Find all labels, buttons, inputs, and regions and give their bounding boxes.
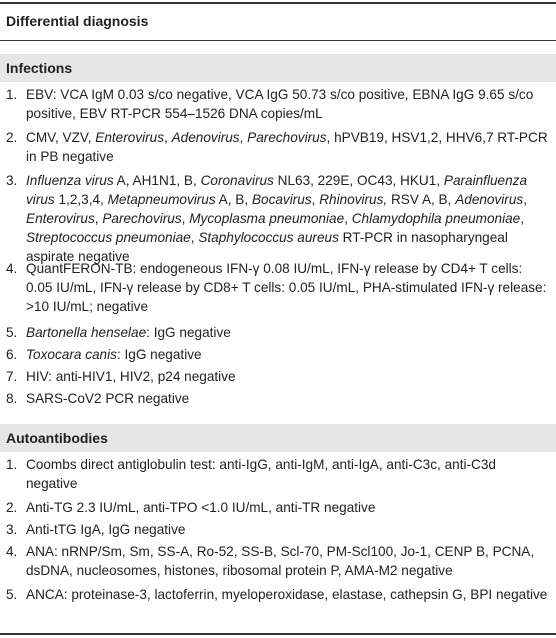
- item-number: 3.: [6, 173, 18, 188]
- list-item: [6, 389, 551, 408]
- top-rule: [0, 2, 556, 4]
- italic-term: Enterovirus: [95, 130, 165, 145]
- section-band-infections: [0, 54, 556, 82]
- text-segment: HIV: anti-HIV1, HIV2, p24 negative: [26, 369, 236, 384]
- text-segment: Coombs direct antiglobulin test: anti-IgG, anti-IgM, anti-IgA, anti-C3c, anti-C3d negative: [26, 457, 496, 491]
- item-number: 3.: [6, 522, 18, 537]
- text-segment: RSV A, B,: [387, 192, 456, 207]
- list-item: [6, 128, 551, 166]
- text-segment: : IgG negative: [116, 347, 202, 362]
- italic-term: Metapneumovirus: [107, 192, 216, 207]
- item-text: [26, 323, 551, 342]
- list-item: [6, 85, 551, 123]
- item-number: 2.: [6, 500, 18, 515]
- text-segment: ,: [523, 192, 527, 207]
- text-segment: , hPVB19, HSV1,2, HHV6,7 RT-PCR in PB negative: [26, 130, 548, 164]
- list-item: [6, 259, 551, 316]
- item-text: [26, 520, 551, 539]
- italic-term: Adenovirus: [455, 192, 524, 207]
- italic-term: Bocavirus: [251, 192, 312, 207]
- italic-term: Enterovirus: [26, 211, 95, 226]
- item-text: [26, 498, 551, 517]
- italic-term: Influenza virus: [26, 173, 114, 188]
- item-text: [26, 542, 551, 580]
- bottom-rule: [0, 633, 556, 635]
- italic-term: Rhinovirus,: [319, 192, 388, 207]
- item-number: 4.: [6, 261, 18, 276]
- item-number: 4.: [6, 544, 18, 559]
- item-text: [26, 259, 551, 316]
- item-number: 6.: [6, 347, 18, 362]
- item-text: [26, 585, 551, 604]
- italic-term: Mycoplasma pneumoniae: [189, 211, 345, 226]
- item-text: [26, 345, 551, 364]
- italic-term: Bartonella henselae: [26, 325, 147, 340]
- text-segment: ANA: nRNP/Sm, Sm, SS-A, Ro-52, SS-B, Scl-70, PM-Scl100, Jo-1, CENP B, PCNA, dsDNA, nucleosomes, histones, ribosomal protein P, AMA-M2 negative: [26, 544, 535, 578]
- italic-term: Parechovirus: [247, 130, 327, 145]
- text-segment: EBV: VCA IgM 0.03 s/co negative, VCA IgG 50.73 s/co positive, EBNA IgG 9.65 s/co positive, EBV RT-PCR 554–1526 DNA copies/mL: [26, 87, 534, 121]
- item-text: [26, 85, 551, 123]
- list-item: [6, 585, 551, 604]
- list-item: [6, 171, 551, 266]
- text-segment: QuantFERON-TB: endogeneous IFN-γ 0.08 IU/mL, IFN-γ release by CD4+ T cells: 0.05 IU/mL, IFN-γ release by CD8+ T cells: 0.05 IU/mL, PHA-stimulated IFN-γ release: >10 IU/mL; negative: [26, 261, 547, 314]
- list-item: [6, 345, 551, 364]
- text-segment: CMV, VZV,: [26, 130, 96, 145]
- text-segment: Anti-TG 2.3 IU/mL, anti-TPO <1.0 IU/mL, anti-TR negative: [26, 500, 376, 515]
- item-number: 5.: [6, 587, 18, 602]
- text-segment: ,: [190, 230, 199, 245]
- text-segment: ,: [344, 211, 352, 226]
- text-segment: ,: [181, 211, 190, 226]
- table-header: Differential diagnosis: [6, 13, 149, 29]
- item-number: 7.: [6, 369, 18, 384]
- item-text: [26, 455, 551, 493]
- italic-term: Coronavirus: [200, 173, 274, 188]
- item-number: 1.: [6, 457, 18, 472]
- item-number: 8.: [6, 391, 18, 406]
- text-segment: ,: [239, 130, 248, 145]
- list-item: [6, 323, 551, 342]
- item-text: [26, 389, 551, 408]
- item-text: [26, 367, 551, 386]
- list-item: [6, 520, 551, 539]
- text-segment: ANCA: proteinase-3, lactoferrin, myeloperoxidase, elastase, cathepsin G, BPI negative: [26, 587, 548, 602]
- italic-term: Adenovirus: [171, 130, 240, 145]
- section-label-autoantibodies: Autoantibodies: [6, 430, 108, 446]
- text-segment: A, B,: [215, 192, 252, 207]
- italic-term: Streptococcus pneumoniae: [26, 230, 191, 245]
- section-label-infections: Infections: [6, 60, 73, 76]
- list-item: [6, 498, 551, 517]
- text-segment: RT-PCR in nasopharyngeal aspirate negative: [26, 230, 508, 264]
- list-item: [6, 367, 551, 386]
- list-item: [6, 455, 551, 493]
- italic-term: Parechovirus: [102, 211, 182, 226]
- text-segment: ,: [311, 192, 320, 207]
- italic-term: Staphylococcus aureus: [198, 230, 339, 245]
- text-segment: ,: [164, 130, 172, 145]
- list-item: [6, 542, 551, 580]
- text-segment: SARS-CoV2 PCR negative: [26, 391, 190, 406]
- item-number: 2.: [6, 130, 18, 145]
- item-number: 5.: [6, 325, 18, 340]
- item-number: 1.: [6, 87, 18, 102]
- text-segment: : IgG negative: [146, 325, 231, 340]
- item-text: [26, 128, 551, 166]
- text-segment: 1,2,3,4,: [54, 192, 108, 207]
- italic-term: Chlamydophila pneumoniae: [351, 211, 521, 226]
- item-text: [26, 171, 551, 266]
- italic-term: Toxocara canis: [26, 347, 117, 362]
- header-rule: [0, 40, 556, 41]
- text-segment: NL63, 229E, OC43, HKU1,: [273, 173, 444, 188]
- text-segment: ,: [520, 211, 525, 226]
- text-segment: ,: [94, 211, 103, 226]
- italic-term: Parainfluenza virus: [26, 173, 528, 207]
- text-segment: A, AH1N1, B,: [113, 173, 201, 188]
- text-segment: Anti-tTG IgA, IgG negative: [26, 522, 186, 537]
